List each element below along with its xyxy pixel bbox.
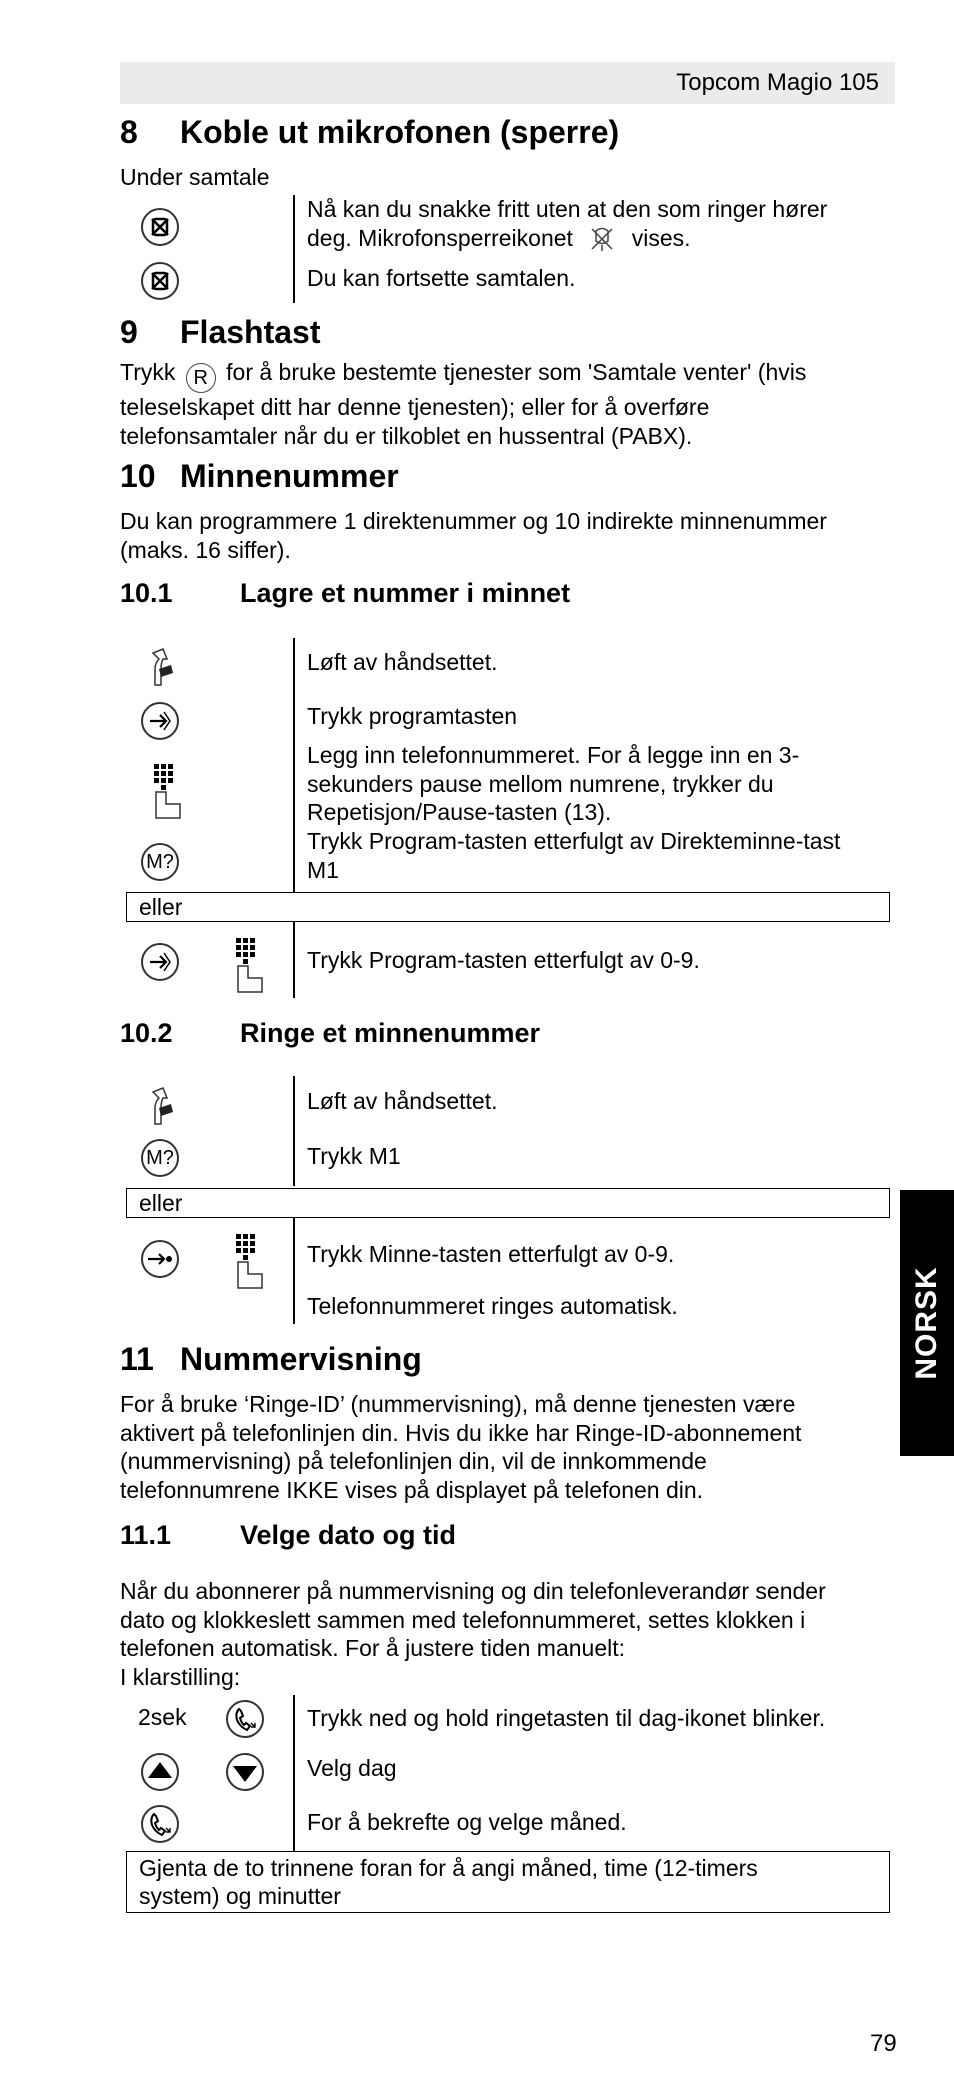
text-line: (maks. 16 siffer). xyxy=(120,536,291,563)
or-separator: eller xyxy=(126,892,890,922)
section-number: 8 xyxy=(120,114,138,150)
language-side-tab xyxy=(900,1190,954,1456)
text-line: (nummervisning) på telefonlinjen din, vil de innkommende xyxy=(120,1448,707,1474)
text-line: sekunders pause mellom numrene, trykker du xyxy=(307,770,774,797)
section-number: 10 xyxy=(120,458,156,494)
text-line: Du kan programmere 1 direktenummer og 10 indirekte minnenummer xyxy=(120,508,827,534)
text-part: vises. xyxy=(631,224,691,251)
text-line xyxy=(307,224,892,253)
table-divider xyxy=(293,1218,295,1324)
text-line: telefonnumrene IKKE vises på displayet på telefonen din. xyxy=(120,1476,704,1503)
arrow-up-key-icon xyxy=(140,1752,180,1792)
sec11-1-row2: Velg dag xyxy=(307,1755,397,1781)
table-divider xyxy=(293,638,295,892)
section-title: Flashtast xyxy=(180,314,321,350)
sec10-paragraph xyxy=(120,507,895,564)
sec10-1-row3 xyxy=(307,741,892,827)
sec10-2-row3: Trykk Minne-tasten etterfulgt av 0-9. xyxy=(307,1241,675,1267)
table-divider xyxy=(293,195,295,303)
text-line: Nå kan du snakke fritt uten at den som ringer hører xyxy=(307,196,828,222)
section-9-heading xyxy=(120,314,320,351)
talk-key-icon xyxy=(140,1804,180,1844)
memory-key-icon xyxy=(141,843,179,881)
text-line: I klarstilling: xyxy=(120,1663,241,1690)
sec11-1-row3: For å bekrefte og velge måned. xyxy=(307,1809,627,1835)
section-title: Minnenummer xyxy=(180,458,399,494)
text-line: Legg inn telefonnummeret. For å legge inn en 3- xyxy=(307,742,800,768)
sec8-row1 xyxy=(307,195,892,252)
section-title: Lagre et nummer i minnet xyxy=(240,578,571,608)
keypad-icon xyxy=(232,936,264,994)
page-number: 79 xyxy=(870,2030,897,2057)
arrow-down-key-icon xyxy=(225,1752,265,1792)
section-title: Koble ut mikrofonen (sperre) xyxy=(180,114,620,150)
sec10-2-row2: Trykk M1 xyxy=(307,1143,401,1169)
repeat-note-box xyxy=(126,1851,890,1913)
section-title: Velge dato og tid xyxy=(240,1520,457,1550)
header-title: Topcom Magio 105 xyxy=(676,69,879,96)
program-key-icon xyxy=(140,942,180,982)
language-label: NORSK xyxy=(910,1266,943,1380)
section-10-heading xyxy=(120,458,399,495)
text-line: telefonsamtaler når du er tilkoblet en hussentral (PABX). xyxy=(120,422,693,449)
sec8-intro: Under samtale xyxy=(120,164,270,190)
text-line: M1 xyxy=(307,856,339,883)
sec11-1-paragraph xyxy=(120,1577,895,1691)
keypad-icon xyxy=(150,762,182,820)
mic-muted-icon xyxy=(585,226,619,252)
section-number: 10.1 xyxy=(120,578,173,608)
text-line: Trykk Program-tasten etterfulgt av Direkteminne-tast xyxy=(307,828,841,854)
program-key-icon xyxy=(140,701,180,741)
text-line: telefonen automatisk. For å justere tiden manuelt: xyxy=(120,1635,626,1661)
text-line: For å bruke ‘Ringe-ID’ (nummervisning), må denne tjenesten være xyxy=(120,1391,796,1417)
sec10-2-row1: Løft av håndsettet. xyxy=(307,1088,498,1114)
text-part: for å bruke bestemte tjenester som 'Samtale venter' (hvis xyxy=(226,359,807,385)
section-title: Nummervisning xyxy=(180,1341,422,1377)
section-10-2-heading xyxy=(120,1018,540,1049)
text-line: teleselskapet ditt har denne tjenesten); eller for å overføre xyxy=(120,394,710,420)
handset-lift-icon xyxy=(143,1086,179,1126)
table-divider xyxy=(293,922,295,998)
section-11-1-heading xyxy=(120,1520,456,1551)
sec8-row2: Du kan fortsette samtalen. xyxy=(307,265,576,291)
text-part: Trykk xyxy=(120,359,176,385)
sec10-2-row4: Telefonnummeret ringes automatisk. xyxy=(307,1293,678,1319)
table-divider xyxy=(293,1076,295,1186)
r-key-icon: R xyxy=(186,363,216,393)
mute-key-icon xyxy=(140,207,180,247)
text-line: system) og minutter xyxy=(139,1883,341,1909)
sec10-1-row2: Trykk programtasten xyxy=(307,703,518,729)
section-number: 10.2 xyxy=(120,1018,173,1048)
section-11-heading xyxy=(120,1341,422,1378)
keypad-icon xyxy=(232,1232,264,1290)
section-number: 11.1 xyxy=(120,1520,172,1550)
sec10-1-row4 xyxy=(307,827,892,884)
section-number: 9 xyxy=(120,314,138,350)
hold-duration-label: 2sek xyxy=(138,1704,187,1730)
table-divider xyxy=(293,1695,295,1851)
page-header xyxy=(120,62,895,104)
section-title: Ringe et minnenummer xyxy=(240,1018,541,1048)
text-line: Gjenta de to trinnene foran for å angi måned, time (12-timers xyxy=(139,1855,758,1881)
text-line: dato og klokkeslett sammen med telefonnummeret, settes klokken i xyxy=(120,1606,806,1633)
handset-lift-icon xyxy=(143,647,179,687)
memory-recall-key-icon xyxy=(140,1239,180,1279)
sec10-1-row5: Trykk Program-tasten etterfulgt av 0-9. xyxy=(307,947,700,973)
key-label: M? xyxy=(146,1147,174,1169)
section-8-heading xyxy=(120,114,619,151)
section-10-1-heading xyxy=(120,578,570,609)
sec11-paragraph xyxy=(120,1390,895,1504)
memory-key-icon xyxy=(141,1139,179,1177)
talk-key-icon xyxy=(225,1699,265,1739)
or-separator: eller xyxy=(126,1188,890,1218)
key-label: M? xyxy=(146,851,174,873)
text-line xyxy=(120,358,895,393)
text-line: Repetisjon/Pause-tasten (13). xyxy=(307,799,612,825)
mute-key-icon xyxy=(140,261,180,301)
sec9-paragraph xyxy=(120,358,895,450)
sec10-1-row1: Løft av håndsettet. xyxy=(307,649,498,675)
text-line: Når du abonnerer på nummervisning og din telefonleverandør sender xyxy=(120,1578,826,1604)
text-line: aktivert på telefonlinjen din. Hvis du ikke har Ringe-ID-abonnement xyxy=(120,1419,802,1446)
section-number: 11 xyxy=(120,1341,154,1377)
text-part: deg. Mikrofonsperreikonet xyxy=(307,224,573,251)
sec11-1-row1: Trykk ned og hold ringetasten til dag-ikonet blinker. xyxy=(307,1705,826,1731)
